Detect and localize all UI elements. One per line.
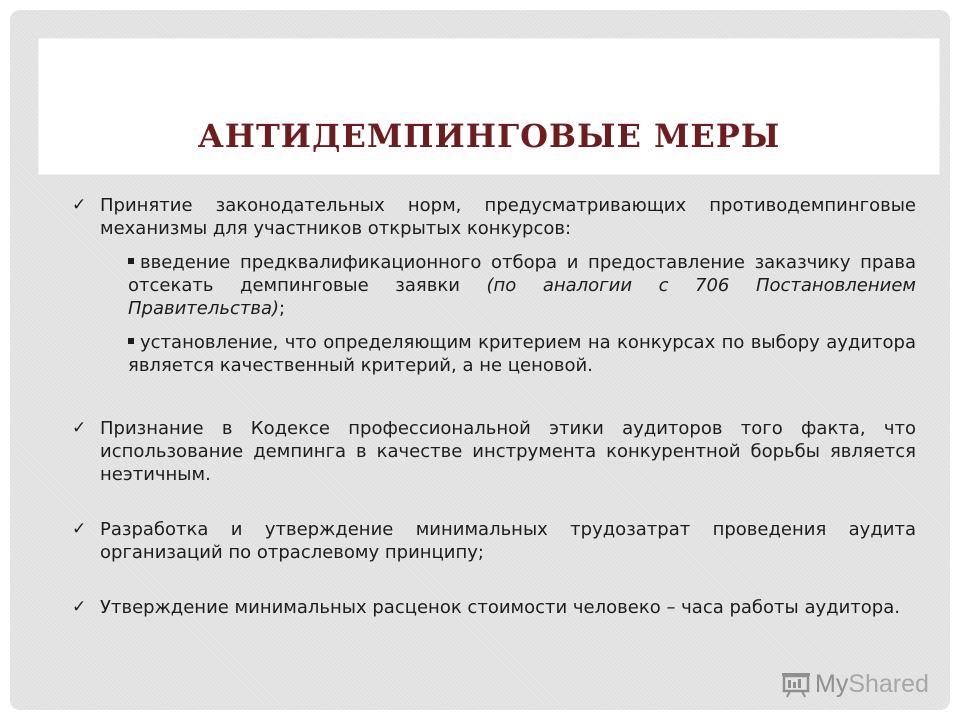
- watermark-text: MyShared: [815, 670, 929, 698]
- square-bullet-icon: [128, 338, 134, 344]
- checkmark-icon: ✓: [72, 195, 87, 215]
- list-item: [72, 596, 916, 619]
- checkmark-icon: ✓: [72, 519, 87, 539]
- item-text: Признание в Кодексе профессиональной этики аудиторов того факта, что использование демпинга в качестве инструмента конкурентной борьбы является неэтичным.: [100, 418, 916, 485]
- item-text: Принятие законодательных норм, предусматривающих противодемпинговые механизмы для участников открытых конкурсов:: [100, 195, 916, 239]
- sub-item-italic: (по аналогии с 706 Постановлением Правительства): [128, 275, 916, 319]
- item-text: Разработка и утверждение минимальных трудозатрат проведения аудита организаций по отраслевому принципу;: [100, 519, 916, 563]
- slide: [10, 10, 950, 710]
- slide-content: [72, 194, 916, 619]
- sub-item-tail: ;: [279, 298, 286, 319]
- slide-title: АНТИДЕМПИНГОВЫЕ МЕРЫ: [197, 117, 781, 155]
- item-text: Утверждение минимальных расценок стоимости человеко – часа работы аудитора.: [100, 597, 900, 618]
- list-item: [72, 194, 916, 240]
- sub-list-item: [128, 251, 916, 320]
- sub-list-item: [128, 331, 916, 377]
- checkmark-icon: ✓: [72, 418, 87, 438]
- list-item: [72, 518, 916, 564]
- sub-item-text: введение предквалификационного отбора и предоставление заказчику права отсекать демпинговые заявки: [128, 252, 916, 296]
- presentation-board-icon: [782, 672, 810, 698]
- sub-item-text: установление, что определяющим критерием на конкурсах по выбору аудитора является качественный критерий, а не ценовой.: [128, 332, 916, 376]
- list-item: [72, 417, 916, 486]
- title-box: [39, 39, 939, 174]
- square-bullet-icon: [128, 258, 134, 264]
- checkmark-icon: ✓: [72, 597, 87, 617]
- watermark: [782, 670, 929, 699]
